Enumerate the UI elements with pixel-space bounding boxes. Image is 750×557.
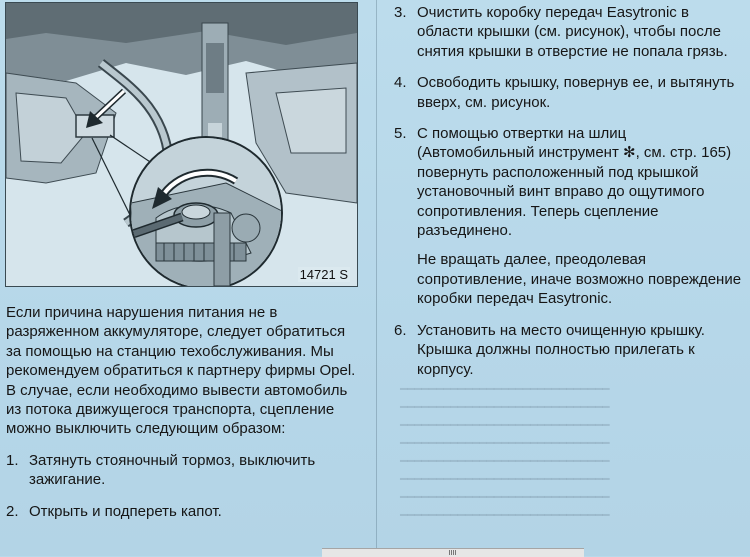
transmission-illustration xyxy=(5,2,358,287)
list-item xyxy=(394,73,744,112)
step-text: Затянуть стояночный тормоз, выключить зажигание. xyxy=(29,451,316,489)
list-item xyxy=(394,124,744,240)
right-column xyxy=(394,3,744,391)
figure-number: 14721 S xyxy=(299,267,348,282)
warning-note: Не вращать далее, преодолевая сопротивление, иначе возможно повреждение коробки передач Easytronic. xyxy=(417,251,742,308)
step-number: 6. xyxy=(394,321,407,339)
step-number: 2. xyxy=(6,502,19,520)
step-number: 3. xyxy=(394,4,407,21)
list-item xyxy=(394,3,744,61)
list-item xyxy=(394,321,744,379)
step-text: Освободить крышку, повернув ее, и вытянуть вверх, см. рисунок. xyxy=(417,74,735,111)
list-item xyxy=(6,502,362,521)
step-text: Открыть и подпереть капот. xyxy=(29,502,222,520)
engine-bay-drawing xyxy=(6,3,357,286)
step-number: 1. xyxy=(6,451,19,469)
step-text: Установить на место очищенную крышку. Крышка должны полностью прилегать к корпусу. xyxy=(417,321,705,378)
column-divider xyxy=(376,0,377,556)
intro-paragraph: Если причина нарушения питания не в разряженном аккумуляторе, следует обратиться за помощью на станцию техобслуживания. Мы рекомендуем обратиться к партнеру фирмы Opel. В случае, если необходимо вывести автомобиль из потока движущегося транспорта, сцепление можно выключить следующим образом: xyxy=(6,304,356,438)
bleed-through-texture: ━━━━━━━━━━━━━━━━━━━━━━━━━━━━━ ━━━━━━━━━━━━━━━━━━━━━━━━━━━━━ ━━━━━━━━━━━━━━━━━━━━━━━━━━━━━ ━━━━━━━━━━━━━━━━━━━━━━━━━━━━━ ━━━━━━━━━━━━━━━━━━━━━━━━━━━━━ ━━━━━━━━━━━━━━━━━━━━━━━━━━━━━ ━━━━━━━━━━━━━━━━━━━━━━━━━━━━━ ━━━━━━━━━━━━━━━━━━━━━━━━━━━━━ xyxy=(400,382,610,522)
step-number: 4. xyxy=(394,74,407,92)
steps-list-right-cont xyxy=(394,321,744,379)
step-text: Очистить коробку передач Easytronic в области крышки (см. рисунок), чтобы после снятия крышки в отверстие не попала грязь. xyxy=(417,4,728,60)
scrollbar-grip-icon[interactable] xyxy=(449,550,457,555)
list-item xyxy=(6,451,362,490)
step-text: С помощью отвертки на шлиц (Автомобильный инструмент ✻, см. стр. 165) повернуть расположенный под крышкой установочный винт вправо до ощутимого сопротивления. Теперь сцепление разъединено. xyxy=(417,125,732,240)
left-column xyxy=(6,303,362,533)
steps-list-left xyxy=(6,451,362,521)
step-number: 5. xyxy=(394,125,407,143)
steps-list-right xyxy=(394,3,744,240)
